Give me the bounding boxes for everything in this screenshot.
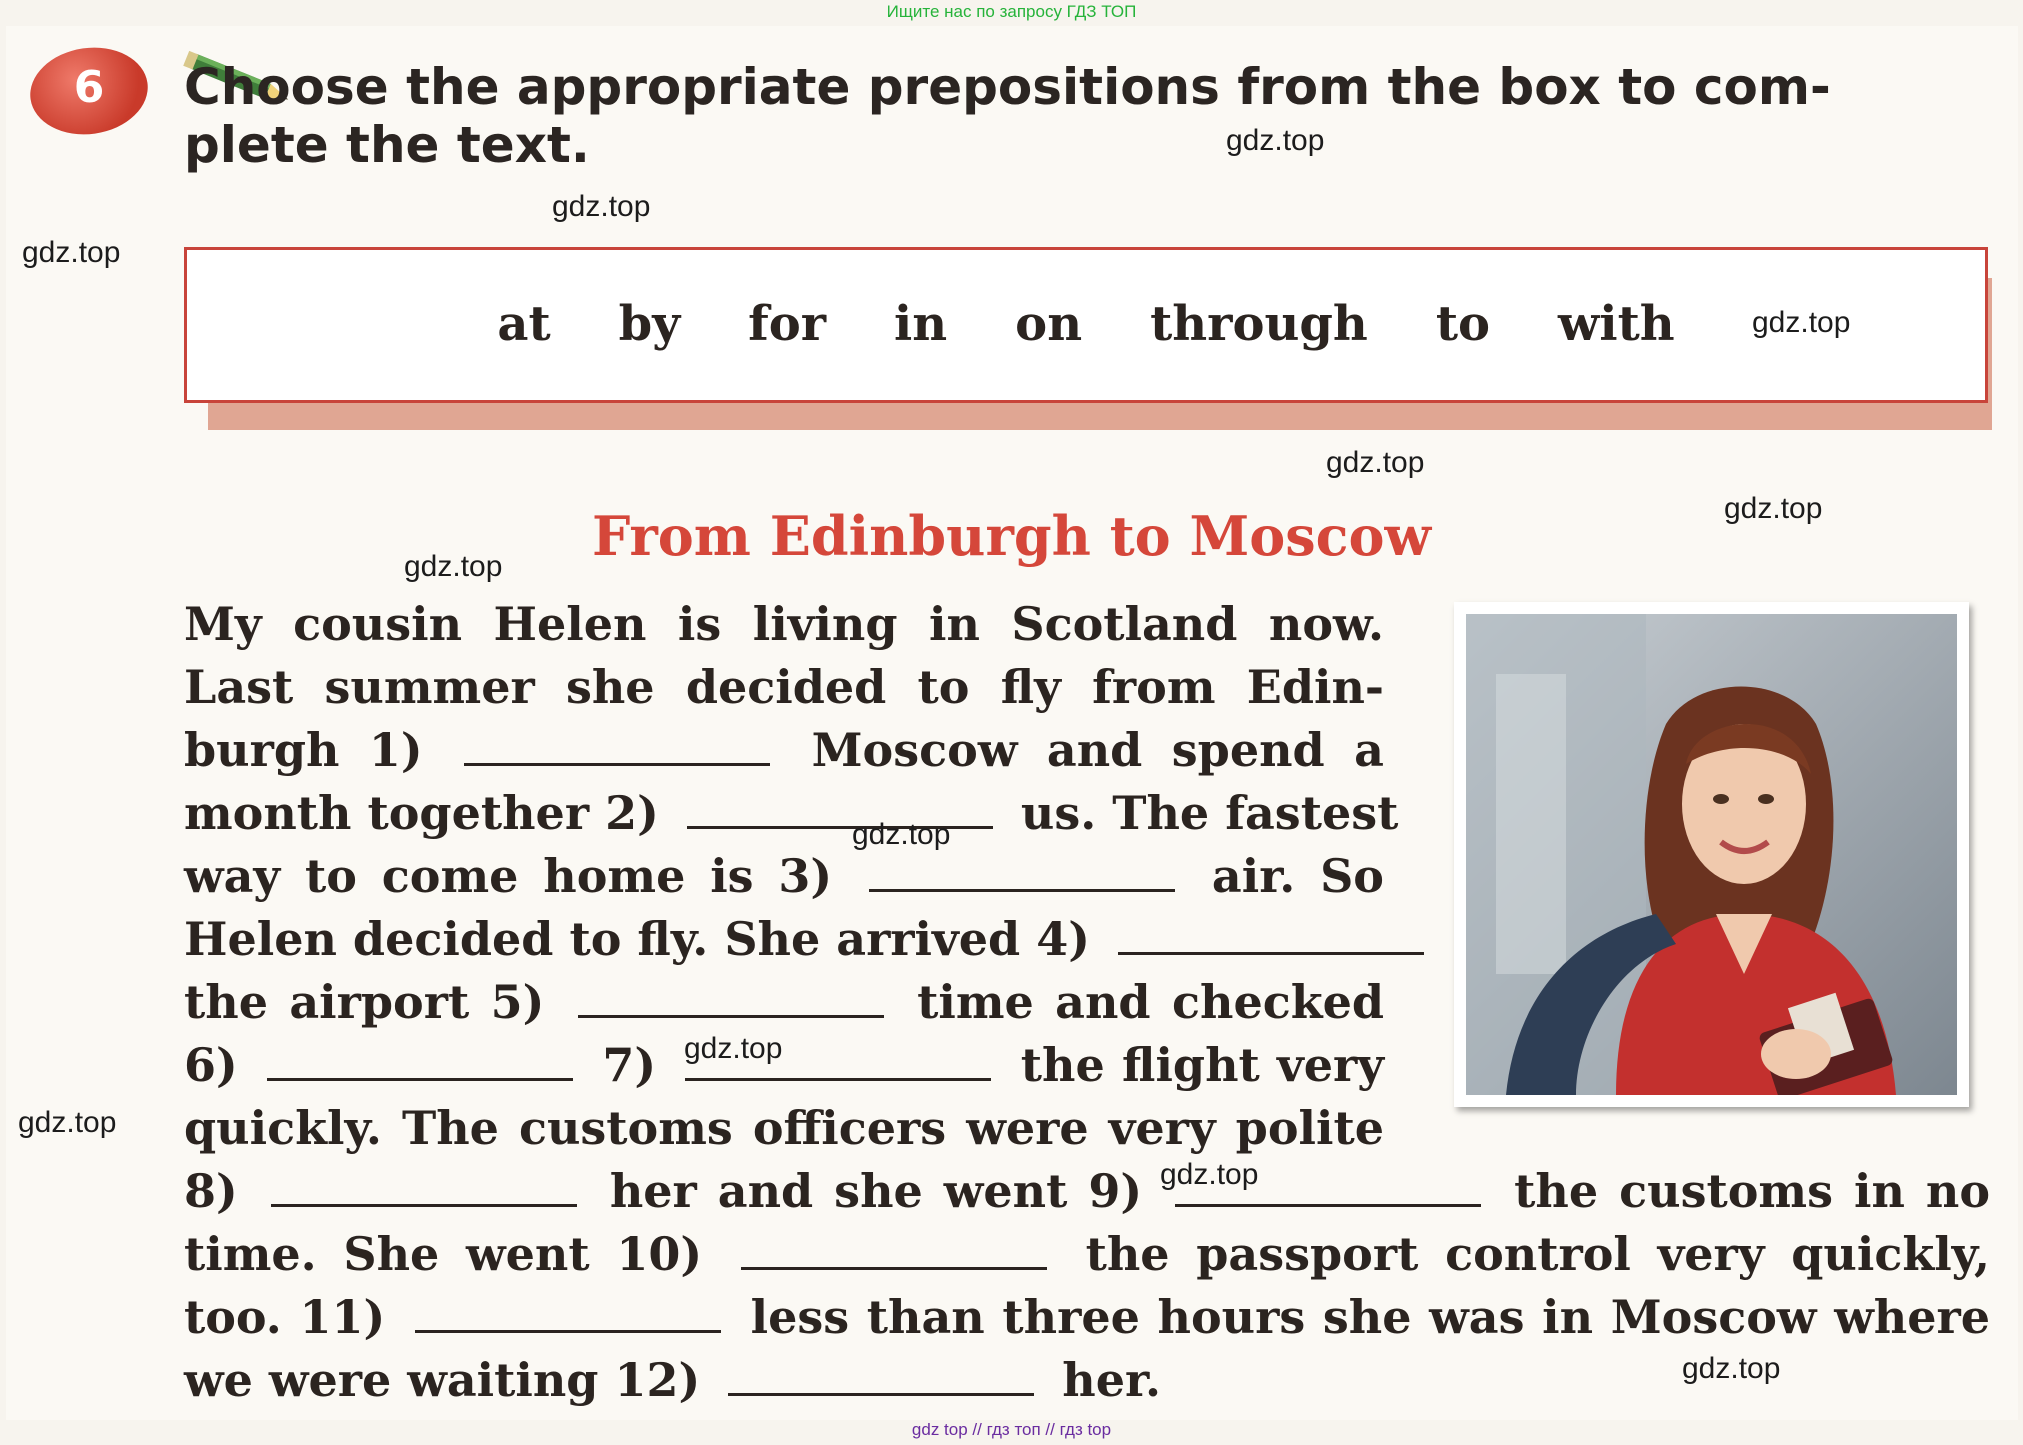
text: Last summer she decided to fly from Edin- bbox=[184, 660, 1384, 714]
text: burgh 1) bbox=[184, 723, 423, 777]
text: 8) bbox=[184, 1164, 238, 1218]
answer-blank-9[interactable] bbox=[1175, 1198, 1481, 1207]
word-box bbox=[184, 247, 1988, 403]
text: My cousin Helen is living in Scotland now. bbox=[184, 597, 1384, 651]
preposition-through: through bbox=[1150, 296, 1368, 352]
answer-blank-7[interactable] bbox=[685, 1072, 991, 1081]
text: the passport control very quickly, bbox=[1085, 1227, 1991, 1281]
text: us. The fastest bbox=[1020, 786, 1399, 840]
text: the airport 5) bbox=[184, 975, 545, 1029]
text: too. 11) bbox=[184, 1290, 386, 1344]
text: we were waiting 12) bbox=[184, 1353, 701, 1407]
story-line-7 bbox=[184, 972, 1384, 1032]
story-line-4 bbox=[184, 783, 1399, 843]
story-line-8 bbox=[184, 1035, 1384, 1095]
girl-with-passport-photo bbox=[1466, 614, 1957, 1095]
story-line-11 bbox=[184, 1224, 1990, 1284]
bottom-banner[interactable]: gdz top // гдз топ // гдз top bbox=[911, 1420, 1112, 1439]
story-line-10 bbox=[184, 1161, 1990, 1221]
instruction-line-2: plete the text. bbox=[184, 116, 590, 174]
answer-blank-6[interactable] bbox=[267, 1072, 573, 1081]
story-line-12 bbox=[184, 1287, 1990, 1347]
text: 7) bbox=[602, 1038, 657, 1092]
text: Moscow and spend a bbox=[811, 723, 1384, 777]
watermark: gdz.top bbox=[18, 1106, 117, 1139]
watermark: gdz.top bbox=[1752, 306, 1851, 339]
preposition-list bbox=[187, 296, 1985, 352]
story-line-3 bbox=[184, 720, 1384, 780]
text: way to come home is 3) bbox=[184, 849, 833, 903]
watermark: gdz.top bbox=[852, 818, 951, 851]
text: the flight very bbox=[1020, 1038, 1385, 1092]
text: quickly. The customs officers were very polite bbox=[184, 1101, 1384, 1155]
answer-blank-3[interactable] bbox=[869, 883, 1175, 892]
text: her. bbox=[1062, 1353, 1162, 1407]
story-line-6 bbox=[184, 909, 1384, 969]
watermark: gdz.top bbox=[684, 1032, 783, 1065]
text: month together 2) bbox=[184, 786, 659, 840]
watermark: gdz.top bbox=[1326, 446, 1425, 479]
preposition-in: in bbox=[894, 296, 948, 352]
answer-blank-12[interactable] bbox=[728, 1387, 1034, 1396]
preposition-by: by bbox=[618, 296, 681, 352]
story-title: From Edinburgh to Moscow bbox=[591, 504, 1432, 568]
watermark: gdz.top bbox=[552, 190, 651, 223]
watermark: gdz.top bbox=[1682, 1352, 1781, 1385]
answer-blank-11[interactable] bbox=[415, 1324, 721, 1333]
text: Helen decided to fly. She arrived 4) bbox=[184, 912, 1090, 966]
text: the customs in no bbox=[1514, 1164, 1991, 1218]
text: her and she went 9) bbox=[609, 1164, 1143, 1218]
preposition-on: on bbox=[1015, 296, 1083, 352]
photo-frame bbox=[1454, 602, 1969, 1107]
instruction-line-1: Choose the appropriate prepositions from the box to com- bbox=[184, 58, 1831, 116]
top-banner[interactable]: Ищите нас по запросу ГДЗ ТОП bbox=[886, 2, 1137, 21]
preposition-with: with bbox=[1558, 296, 1675, 352]
preposition-at: at bbox=[497, 296, 551, 352]
text: time and checked bbox=[917, 975, 1385, 1029]
answer-blank-5[interactable] bbox=[578, 1009, 884, 1018]
story-line-1 bbox=[184, 594, 1384, 654]
watermark: gdz.top bbox=[1160, 1158, 1259, 1191]
story-line-2 bbox=[184, 657, 1384, 717]
watermark: gdz.top bbox=[1724, 492, 1823, 525]
text: 6) bbox=[184, 1038, 238, 1092]
story-line-5 bbox=[184, 846, 1384, 906]
answer-blank-8[interactable] bbox=[271, 1198, 577, 1207]
story-line-9 bbox=[184, 1098, 1384, 1158]
preposition-to: to bbox=[1435, 296, 1491, 352]
task-number: 6 bbox=[73, 62, 105, 113]
watermark: gdz.top bbox=[1226, 124, 1325, 157]
answer-blank-10[interactable] bbox=[741, 1261, 1047, 1270]
text: air. So bbox=[1211, 849, 1384, 903]
watermark: gdz.top bbox=[404, 550, 503, 583]
answer-blank-1[interactable] bbox=[464, 757, 770, 766]
watermark: gdz.top bbox=[22, 236, 121, 269]
task-instruction bbox=[184, 58, 2004, 174]
text: time. She went 10) bbox=[184, 1227, 703, 1281]
answer-blank-4[interactable] bbox=[1118, 946, 1424, 955]
story-line-13 bbox=[184, 1350, 1384, 1410]
text: less than three hours she was in Moscow where bbox=[750, 1290, 1991, 1344]
preposition-for: for bbox=[748, 296, 827, 352]
